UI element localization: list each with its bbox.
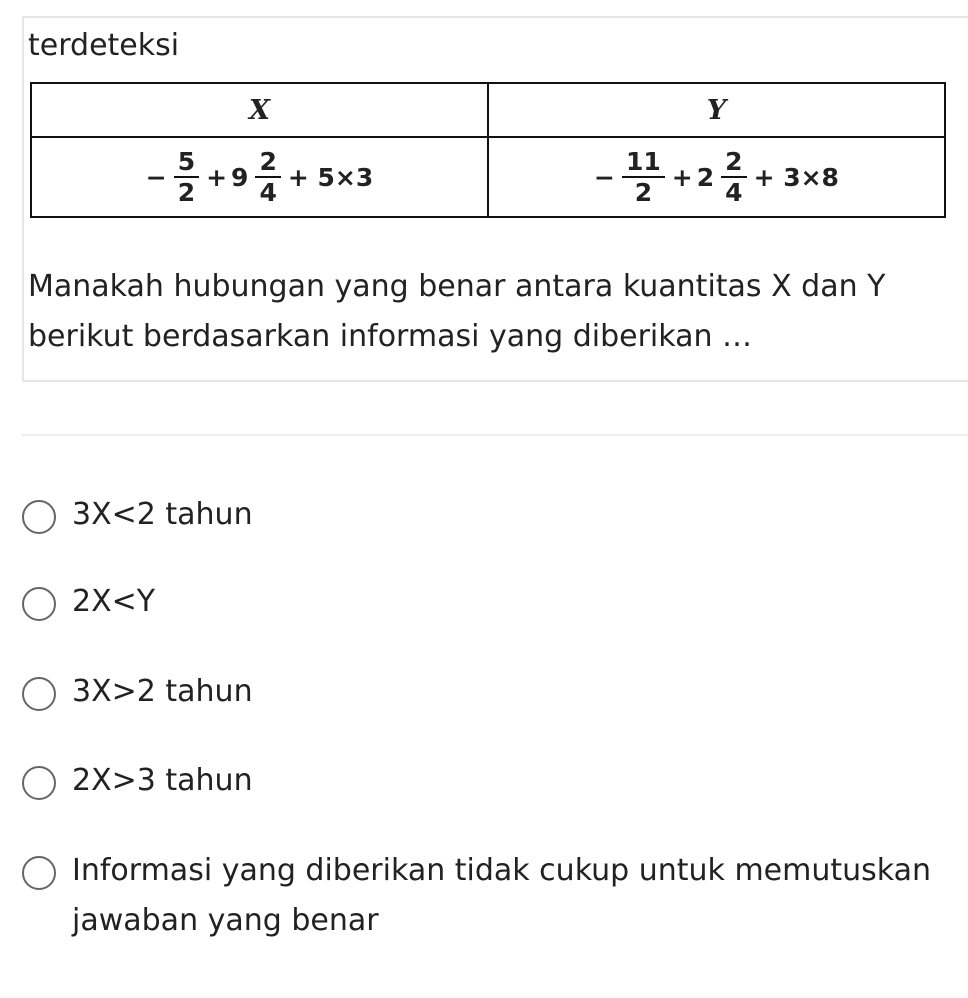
radio-button[interactable] [22, 766, 56, 800]
option-label[interactable]: 3X>2 tahun [72, 674, 253, 709]
numerator: 2 [721, 149, 746, 178]
expression-x [146, 149, 374, 205]
expression-tail: + 3×8 [753, 162, 839, 192]
radio-button[interactable] [22, 500, 56, 534]
intro-text: terdeteksi [28, 28, 180, 63]
quantity-table [30, 82, 946, 218]
section-divider [22, 434, 968, 436]
table-row [31, 137, 945, 217]
whole-number: 9 [231, 162, 249, 192]
neg-sign: − [594, 162, 615, 192]
option-label[interactable]: Informasi yang diberikan tidak cukup untuk memutuskan jawaban yang benar [72, 853, 932, 938]
answer-option-5[interactable] [22, 854, 932, 946]
plus-sign: + [206, 162, 228, 192]
numerator: 11 [622, 149, 665, 178]
plus-sign: + [671, 162, 693, 192]
option-label[interactable]: 2X<Y [72, 584, 156, 619]
radio-button[interactable] [22, 677, 56, 711]
answer-option-3[interactable] [22, 675, 253, 717]
answer-option-2[interactable] [22, 585, 155, 627]
neg-sign: − [145, 162, 167, 192]
expression-y [594, 149, 839, 205]
cell-y [488, 137, 945, 217]
cell-x [31, 137, 488, 217]
fraction [174, 149, 199, 205]
question-text: Manakah hubungan yang benar antara kuantitas X dan Y berikut berdasarkan informasi yang diberikan … [28, 269, 886, 354]
whole-number: 2 [696, 162, 715, 192]
numerator: 5 [174, 149, 199, 178]
header-y: Y [488, 83, 945, 137]
expression-tail: + 5×3 [287, 162, 374, 192]
option-label[interactable]: 3X<2 tahun [72, 497, 253, 532]
numerator: 2 [255, 149, 280, 178]
fraction [255, 149, 280, 205]
answer-option-4[interactable] [22, 764, 253, 806]
radio-button[interactable] [22, 856, 56, 890]
denominator: 2 [634, 178, 653, 207]
answer-option-1[interactable] [22, 498, 253, 540]
header-x: X [31, 83, 488, 137]
radio-button[interactable] [22, 587, 56, 621]
denominator: 4 [259, 178, 277, 207]
fraction [622, 149, 665, 205]
question-card [22, 16, 968, 382]
table-header-row [31, 83, 945, 137]
fraction [721, 149, 746, 205]
denominator: 2 [177, 178, 196, 207]
option-label[interactable]: 2X>3 tahun [72, 763, 253, 798]
denominator: 4 [725, 178, 743, 207]
